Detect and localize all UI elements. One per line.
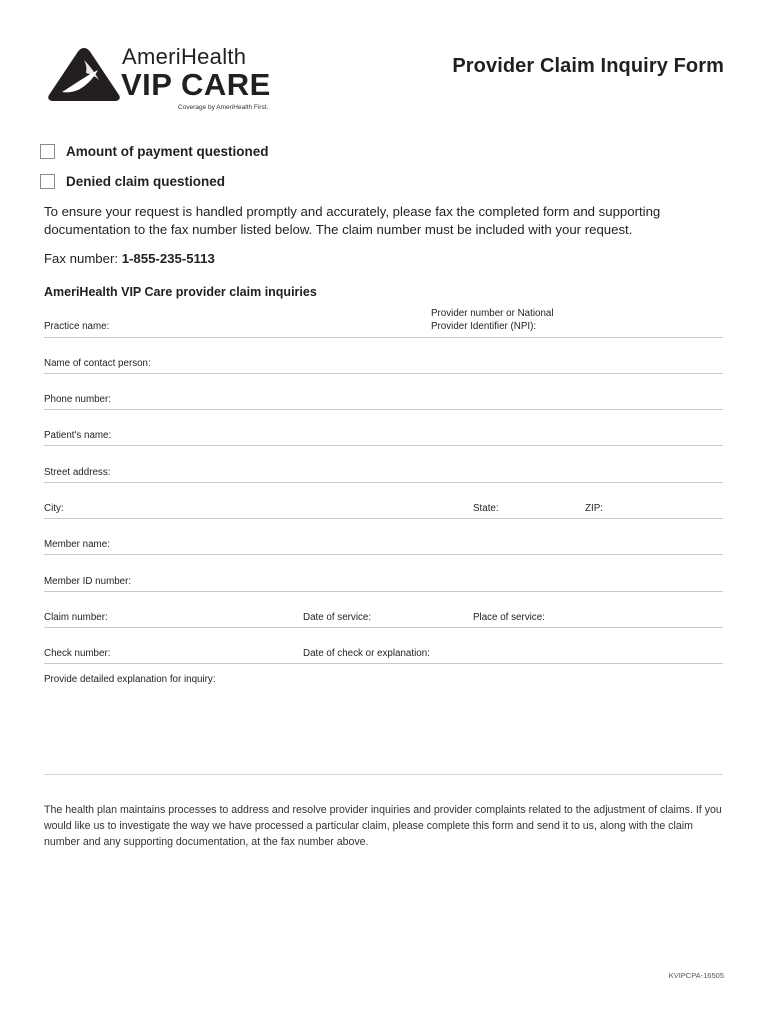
provider-number-input[interactable] [549, 322, 719, 335]
amerihealth-logo-icon [46, 46, 122, 102]
form-code: KVIPCPA-16505 [668, 971, 724, 980]
patient-name-input[interactable] [119, 430, 719, 443]
member-id-label: Member ID number: [44, 576, 132, 587]
phone-number-label: Phone number: [44, 394, 111, 405]
member-name-input[interactable] [119, 539, 719, 552]
amount-questioned-checkbox[interactable] [40, 144, 55, 159]
checkbox-row-amount-questioned [40, 142, 269, 160]
check-row [44, 643, 723, 664]
street-address-row [44, 462, 723, 483]
practice-provider-row [44, 304, 723, 338]
phone-number-row [44, 389, 723, 410]
fax-line [44, 251, 215, 266]
member-name-label: Member name: [44, 539, 110, 550]
member-id-input[interactable] [142, 576, 719, 589]
patient-name-row [44, 425, 723, 446]
footer-disclaimer: The health plan maintains processes to address and resolve provider inquiries and provider complaints related to the adjustment of claims. If you would like us to investigate the way we have processed a particular claim, please complete this form and send it to us, along with the claim number and any supporting documentation, at the fax number above. [44, 804, 722, 848]
member-id-row [44, 571, 723, 592]
street-address-label: Street address: [44, 467, 111, 478]
claim-number-input[interactable] [116, 612, 291, 625]
provider-number-label-line2: Provider Identifier (NPI): [431, 321, 537, 332]
contact-person-input[interactable] [164, 358, 719, 371]
contact-person-label: Name of contact person: [44, 358, 151, 369]
date-of-service-input[interactable] [382, 612, 462, 625]
denied-claim-label: Denied claim questioned [66, 173, 226, 189]
street-address-input[interactable] [119, 467, 719, 480]
denied-claim-checkbox[interactable] [40, 174, 55, 189]
zip-input[interactable] [609, 503, 719, 516]
zip-label: ZIP: [585, 503, 603, 514]
explanation-textarea[interactable] [44, 690, 723, 775]
logo-tagline: Coverage by AmeriHealth First. [178, 104, 269, 111]
state-label: State: [473, 503, 499, 514]
claim-number-label: Claim number: [44, 612, 108, 623]
fax-label: Fax number: [44, 251, 119, 266]
check-number-label: Check number: [44, 648, 111, 659]
claim-service-row [44, 607, 723, 628]
date-of-service-label: Date of service: [303, 612, 372, 623]
place-of-service-label: Place of service: [473, 612, 545, 623]
date-of-check-label: Date of check or explanation: [303, 648, 430, 659]
logo-brand-name: AmeriHealth [122, 44, 247, 69]
phone-number-input[interactable] [119, 394, 719, 407]
amount-questioned-label: Amount of payment questioned [66, 143, 269, 159]
form-title: Provider Claim Inquiry Form [452, 55, 724, 77]
member-name-row [44, 534, 723, 555]
contact-person-row [44, 353, 723, 374]
date-of-check-input[interactable] [444, 648, 719, 661]
fax-number: 1-855-235-5113 [121, 251, 215, 266]
logo-product-name: VIP CARE [121, 67, 271, 102]
state-input[interactable] [506, 503, 576, 516]
city-input[interactable] [74, 503, 464, 516]
checkbox-row-denied-claim [40, 172, 225, 190]
practice-name-label: Practice name: [44, 321, 110, 332]
city-label: City: [44, 503, 64, 514]
instructions-text: To ensure your request is handled promptly and accurately, please fax the completed form and supporting documentation to the fax number listed below. The claim number must be included with your request. [44, 204, 661, 237]
place-of-service-input[interactable] [554, 612, 719, 625]
provider-number-label-line1: Provider number or National [431, 308, 554, 319]
section-heading: AmeriHealth VIP Care provider claim inquiries [44, 285, 317, 299]
explanation-label: Provide detailed explanation for inquiry: [44, 674, 216, 685]
city-state-zip-row [44, 498, 723, 519]
check-number-input[interactable] [119, 648, 289, 661]
practice-name-input[interactable] [116, 322, 416, 335]
patient-name-label: Patient's name: [44, 430, 112, 441]
